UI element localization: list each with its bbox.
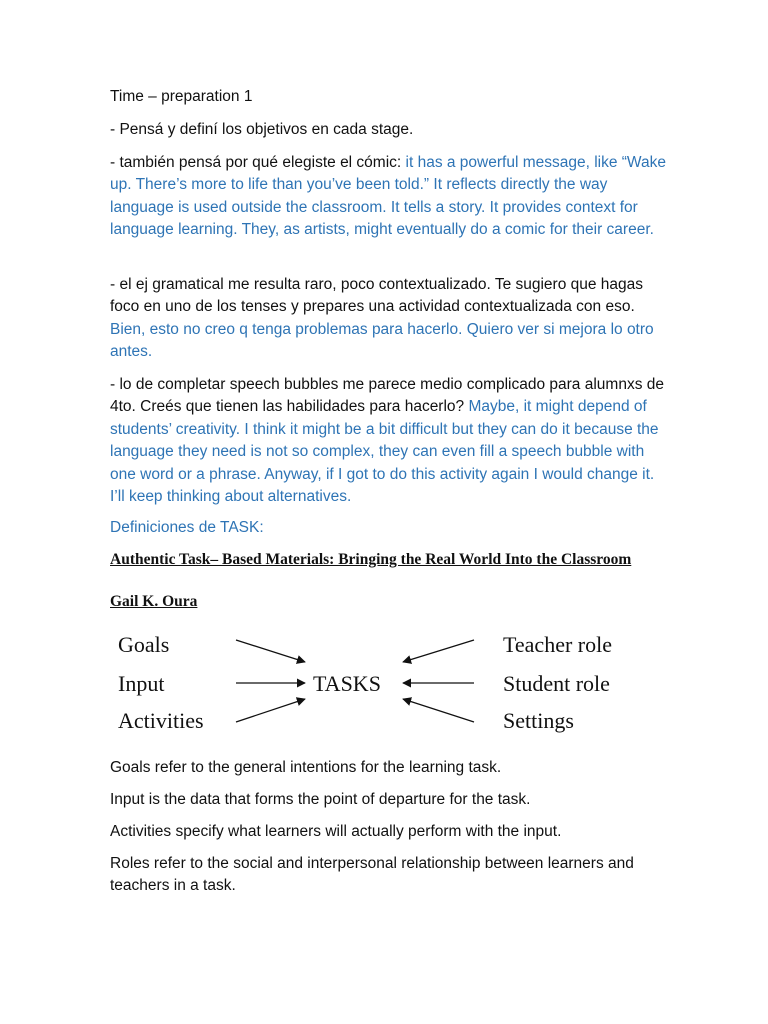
feedback-prompt: - lo de completar speech bubbles me parece medio complicado para alumnxs de 4to. Creés que tienen las habilidades para hacerlo? — [110, 376, 664, 416]
diagram-label-goals: Goals — [118, 632, 170, 657]
definition-input: Input is the data that forms the point of departure for the task. — [110, 791, 531, 808]
arrow-teacher-role — [403, 640, 474, 662]
student-reply: it has a powerful message, like “Wake up. There’s more to life than you’ve been told.” It reflects directly the way language is used outside the classroom. It tells a story. It provides context for language learning. They, as artists, might eventually do a comic for their career. — [110, 154, 666, 239]
bullet-speech-bubbles — [110, 374, 670, 508]
diagram-label-student-role: Student role — [503, 671, 610, 696]
reference-title: Authentic Task– Based Materials: Bringing the Real World Into the Classroom — [110, 551, 632, 568]
feedback-prompt: - el ej gramatical me resulta raro, poco contextualizado. Te sugiero que hagas foco en uno de los tenses y prepares una actividad contextualizada con eso. — [110, 276, 644, 316]
arrow-settings — [403, 699, 474, 722]
arrow-goals — [236, 640, 305, 662]
bullet-objectives: - Pensá y definí los objetivos en cada stage. — [110, 121, 414, 138]
feedback-prompt: - también pensá por qué elegiste el cómic: — [110, 154, 406, 171]
bullet-grammar — [110, 274, 670, 364]
diagram-label-input: Input — [118, 671, 165, 696]
tasks-diagram — [0, 620, 768, 745]
bullet-comic — [110, 152, 670, 242]
diagram-label-teacher-role: Teacher role — [503, 632, 612, 657]
arrow-activities — [236, 699, 305, 722]
definitions-label: Definiciones de TASK: — [110, 519, 264, 536]
reference-author: Gail K. Oura — [110, 593, 198, 610]
document-heading: Time – preparation 1 — [110, 88, 253, 105]
diagram-center-tasks: TASKS — [313, 671, 381, 696]
diagram-label-activities: Activities — [118, 708, 204, 733]
student-reply: Bien, esto no creo q tenga problemas para hacerlo. Quiero ver si mejora lo otro antes. — [110, 320, 654, 361]
definition-roles: Roles refer to the social and interpersonal relationship between learners and teachers in a task. — [110, 855, 634, 895]
definition-goals: Goals refer to the general intentions for the learning task. — [110, 759, 502, 776]
student-reply: Maybe, it might depend of students’ creativity. I think it might be a bit difficult but they can do it because the language they need is not so complex, they can even fill a speech bubble with one word or a phrase. Anyway, if I got to do this activity again I would change it. I’ll keep thinking about alternatives. — [110, 398, 659, 506]
definition-activities: Activities specify what learners will actually perform with the input. — [110, 823, 562, 840]
diagram-label-settings: Settings — [503, 708, 574, 733]
